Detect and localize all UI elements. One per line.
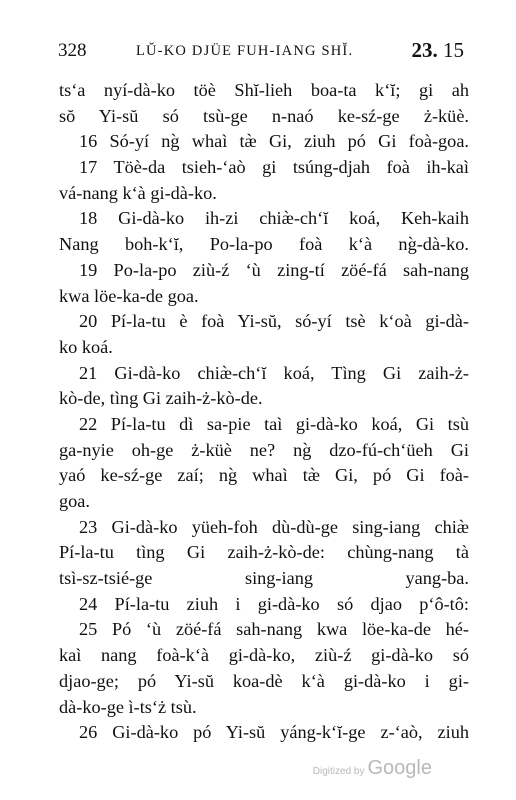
chapter-number: 23. — [411, 38, 438, 62]
text-line: Pí-la-tu tìng Gi zaih-ż-kò-de: chùng-nang tà — [59, 542, 469, 563]
verse-number: 15 — [443, 38, 464, 62]
text-line: kwa löe-ka-de goa. — [59, 285, 199, 306]
text-line: vá-nang k‘à gi-dà-ko. — [59, 182, 217, 203]
text-line: 25 Pó ‘ù zöé-fá sah-nang kwa löe-ka-de hé- — [79, 619, 469, 640]
text-line: 26 Gi-dà-ko pó Yi-sŭ yáng-k‘ĭ-ge z-‘aò, ziuh — [79, 722, 469, 743]
body-text — [59, 78, 469, 746]
text-line: 21 Gi-dà-ko chiæ̀-ch‘ĭ koá, Tìng Gi zaih-ż- — [79, 362, 469, 383]
text-line: 22 Pí-la-tu dì sa-pie taì gi-dà-ko koá, Gi tsù — [79, 413, 469, 434]
text-line: kaì nang foà-k‘à gi-dà-ko, ziù-ź gi-dà-ko só — [59, 645, 469, 666]
text-line: 20 Pí-la-tu è foà Yi-sŭ, só-yí tsè k‘oà gi-dà- — [79, 311, 469, 332]
text-line: 18 Gi-dà-ko ih-zi chiæ̀-ch‘ĭ koá, Keh-kaih — [79, 208, 469, 229]
running-title: LŬ-KO DJÜE FUH-IANG SHĬ. — [136, 43, 354, 59]
text-line: 19 Po-la-po ziù-ź ‘ù zing-tí zöé-fá sah-nang — [79, 259, 469, 280]
text-line: 24 Pí-la-tu ziuh i gi-dà-ko só djao p‘ô-tô: — [79, 593, 469, 614]
text-line: Nang boh-k‘ĭ, Po-la-po foà k‘à ng̀-dà-ko. — [59, 234, 469, 255]
text-line: yaó ke-sź-ge zaí; ng̀ whaì tæ̀ Gi, pó Gi foà- — [59, 465, 469, 486]
text-line: goa. — [59, 491, 90, 511]
text-line: tsì-sz-tsié-ge sing-iang yang-ba. — [59, 568, 469, 589]
text-line: ko koá. — [59, 336, 113, 357]
digitized-watermark — [313, 757, 432, 780]
text-line: sŏ Yi-sŭ só tsù-ge n-naó ke-sź-ge ż-küè. — [59, 105, 469, 126]
text-line: 23 Gi-dà-ko yüeh-foh dù-dù-ge sing-iang chiæ̀ — [79, 516, 469, 537]
text-line: 17 Töè-da tsieh-‘aò gi tsúng-djah foà ih-kaì — [79, 157, 469, 178]
text-line: 16 Só-yí ng̀ whaì tæ̀ Gi, ziuh pó Gi foà-goa. — [79, 131, 469, 152]
page-number: 328 — [58, 40, 87, 61]
text-line: ga-nyie oh-ge ż-küè ne? ng̀ dzo-fú-ch‘üeh Gi — [59, 439, 469, 460]
chapter-verse-reference — [412, 38, 465, 63]
watermark-brand: Google — [367, 757, 432, 779]
text-line: ts‘a nyí-dà-ko töè Shĭ-lieh boa-ta k‘ĭ; gi ah — [59, 80, 469, 100]
watermark-prefix: Digitized by — [312, 766, 365, 777]
text-line: dà-ko-ge ì-ts‘ż tsù. — [59, 696, 197, 717]
text-line: kò-de, tìng Gi zaih-ż-kò-de. — [59, 388, 263, 409]
text-line: djao-ge; pó Yi-sŭ koa-dè k‘à gi-dà-ko i gi- — [59, 670, 469, 691]
page-header — [58, 34, 464, 64]
